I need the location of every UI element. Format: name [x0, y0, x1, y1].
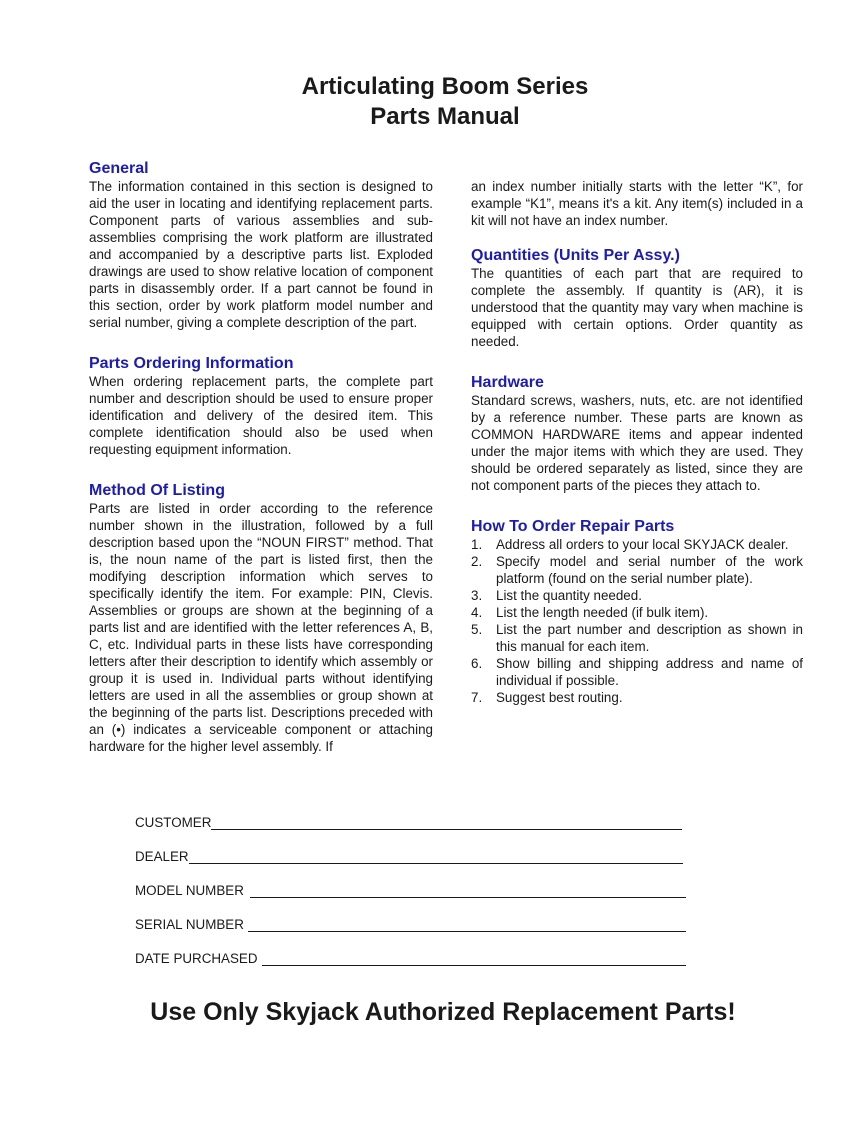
- parts-ordering-body: When ordering replacement parts, the complete part number and description should be used to ensure proper identification and delivery of the desired item. This complete identification should also be used when requesting equipment information.: [89, 374, 433, 457]
- date-purchased-row: [135, 932, 686, 966]
- model-number-field[interactable]: [250, 881, 686, 898]
- step-number: 7.: [471, 690, 483, 705]
- section-parts-ordering: [89, 355, 433, 458]
- step-text: List the part number and description as shown in this manual for each item.: [496, 622, 803, 654]
- quantities-body: The quantities of each part that are required to complete the assembly. If quantity is (AR), it is understood that the quantity may vary when machine is equipped with certain options. Order quantity as needed.: [471, 266, 803, 349]
- list-item: [471, 689, 803, 706]
- section-how-to-order: [471, 518, 803, 706]
- order-steps-list: [471, 536, 803, 706]
- method-of-listing-heading: Method Of Listing: [89, 482, 225, 499]
- date-purchased-label: DATE PURCHASED: [135, 951, 258, 966]
- list-item: [471, 587, 803, 604]
- dealer-label: DEALER: [135, 849, 189, 864]
- step-text: Show billing and shipping address and name of individual if possible.: [496, 656, 803, 688]
- left-column: [89, 160, 433, 771]
- step-number: 5.: [471, 622, 483, 637]
- model-number-label: MODEL NUMBER: [135, 883, 244, 898]
- dealer-row: [135, 830, 686, 864]
- section-quantities: [471, 247, 803, 350]
- step-number: 2.: [471, 554, 483, 569]
- section-hardware: [471, 374, 803, 494]
- page-title: [0, 72, 866, 132]
- footer-notice: Use Only Skyjack Authorized Replacement Parts!: [150, 998, 736, 1026]
- customer-row: [135, 796, 686, 830]
- model-number-row: [135, 864, 686, 898]
- list-item: [471, 621, 803, 655]
- title-line-1: Articulating Boom Series: [301, 73, 589, 100]
- serial-number-row: [135, 898, 686, 932]
- list-item: [471, 604, 803, 621]
- step-text: List the length needed (if bulk item).: [496, 605, 709, 620]
- method-of-listing-continued: an index number initially starts with the letter “K”, for example “K1”, means it's a kit. Any item(s) included in a kit will not have an index number.: [471, 179, 803, 228]
- parts-ordering-heading: Parts Ordering Information: [89, 355, 294, 372]
- step-number: 3.: [471, 588, 483, 603]
- section-general: [89, 160, 433, 331]
- general-heading: General: [89, 160, 149, 177]
- section-method-of-listing: [89, 482, 433, 755]
- step-number: 1.: [471, 537, 483, 552]
- title-line-2: Parts Manual: [370, 103, 520, 130]
- list-item: [471, 655, 803, 689]
- date-purchased-field[interactable]: [262, 949, 686, 966]
- customer-info-form: [135, 796, 686, 966]
- step-text: Address all orders to your local SKYJACK dealer.: [496, 537, 789, 552]
- step-number: 6.: [471, 656, 483, 671]
- customer-field[interactable]: [211, 813, 682, 830]
- general-body: The information contained in this section is designed to aid the user in locating and identifying replacement parts. Component parts of various assemblies and sub-assemblies comprising the work platform are illustrated and accompanied by a descriptive parts list. Exploded drawings are used to show relative location of component parts in disassembly order. If a part cannot be found in this section, order by work platform model number and serial number, giving a complete description of the part.: [89, 179, 433, 330]
- quantities-heading: Quantities (Units Per Assy.): [471, 247, 680, 264]
- step-number: 4.: [471, 605, 483, 620]
- method-of-listing-body: Parts are listed in order according to the reference number shown in the illustration, followed by a full description based upon the “NOUN FIRST” method. That is, the noun name of the part is listed first, then the modifying description information which serves to specifically identify the item. For example: PIN, Clevis. Assemblies or groups are shown at the beginning of a parts list and are identified with the letter references A, B, C, etc. Individual parts in these lists have corresponding letters after their description to identify which assembly or group it is used in. Individual parts without identifying letters are used in all the assemblies or group shown at the beginning of the parts list. Descriptions preceded with an (•) indicates a serviceable component or attaching hardware for the higher level assembly. If: [89, 501, 433, 754]
- list-item: [471, 536, 803, 553]
- list-item: [471, 553, 803, 587]
- customer-label: CUSTOMER: [135, 815, 212, 830]
- serial-number-label: SERIAL NUMBER: [135, 917, 244, 932]
- step-text: List the quantity needed.: [496, 588, 642, 603]
- step-text: Suggest best routing.: [496, 690, 623, 705]
- right-column: [471, 178, 803, 722]
- step-text: Specify model and serial number of the work platform (found on the serial number plate).: [496, 554, 803, 586]
- how-to-order-heading: How To Order Repair Parts: [471, 518, 675, 535]
- hardware-heading: Hardware: [471, 374, 544, 391]
- serial-number-field[interactable]: [248, 915, 686, 932]
- hardware-body: Standard screws, washers, nuts, etc. are not identified by a reference number. These parts are known as COMMON HARDWARE items and appear indented under the major items with which they are used. They should be ordered separately as listed, since they are not component parts of the pieces they attach to.: [471, 393, 803, 493]
- dealer-field[interactable]: [189, 847, 683, 864]
- method-of-listing-continued-block: [471, 178, 803, 229]
